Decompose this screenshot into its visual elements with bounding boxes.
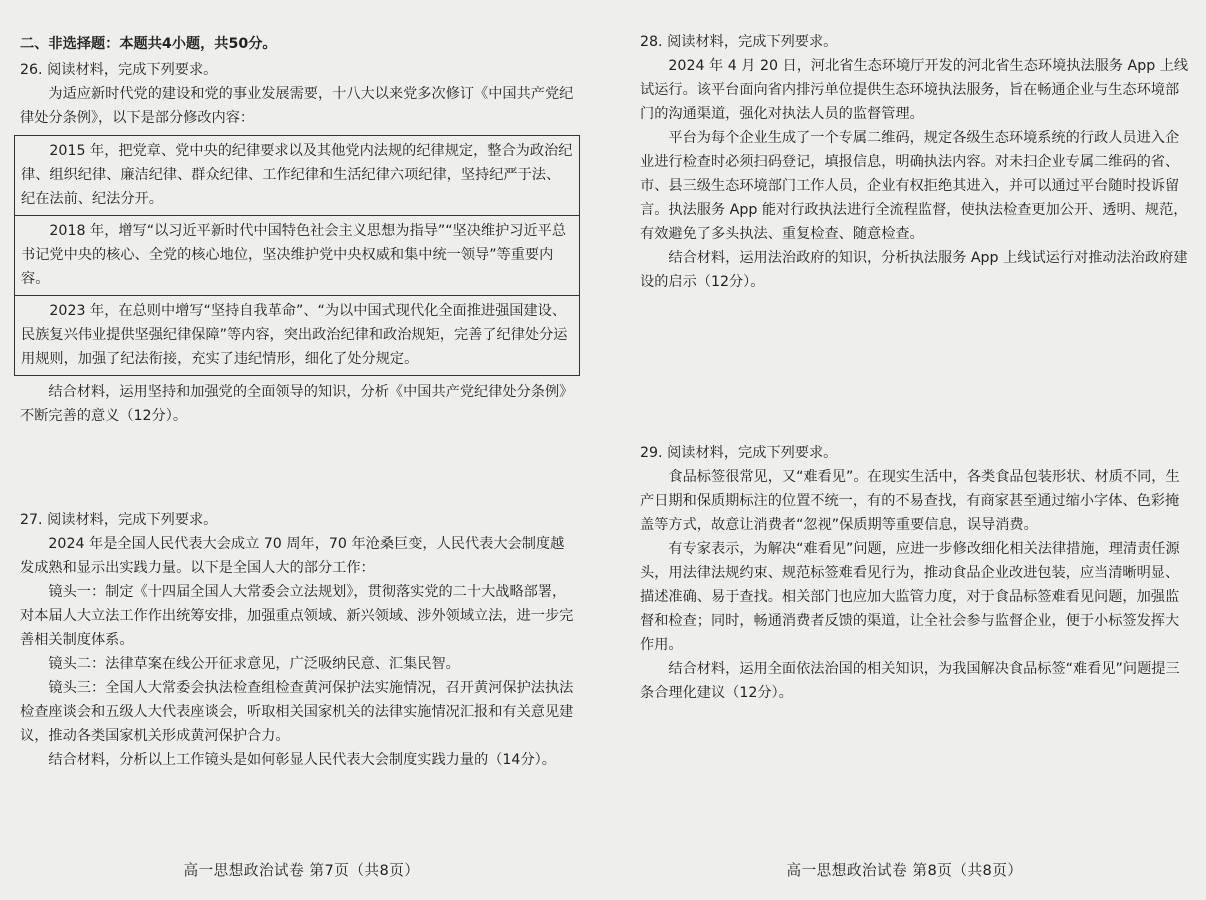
material-paragraph: 有专家表示，为解决“难看见”问题，应进一步修改细化相关法律措施，理清责任源头，用法律法规约束、规范标签难看见行为，推动食品企业改进包装，应当清晰明显、描述准确、易于查找。相关部门也应加大监管力度，对于食品标签难看见问题，加强监督和检查；同时，畅通消费者反馈的渠道，让全社会参与监督企业，便于小标签发挥大作用。 bbox=[640, 541, 1180, 653]
material-item-2015: 2015 年，把党章、党中央的纪律要求以及其他党内法规的纪律规定，整合为政治纪律、组织纪律、廉洁纪律、群众纪律、工作纪律和生活纪律六项纪律，坚持纪严于法、纪在法前、纪法分开。 bbox=[15, 136, 579, 216]
material-paragraph: 食品标签很常见，又“难看见”。在现实生活中，各类食品包装形状、材质不同，生产日期和保质期标注的位置不统一，有的不易查找，有商家甚至通过缩小字体、色彩掩盖等方式，故意让消费者“忽视”保质期等重要信息，误导消费。 bbox=[640, 469, 1180, 533]
question-27 bbox=[20, 508, 576, 772]
question-title: 26. 阅读材料，完成下列要求。 bbox=[20, 62, 218, 78]
material-paragraph: 镜头三：全国人大常委会执法检查组检查黄河保护法实施情况，召开黄河保护法执法检查座谈会和五级人大代表座谈会，听取相关国家机关的法律实施情况汇报和有关意见建议，推动各类国家机关形成黄河保护合力。 bbox=[20, 680, 574, 744]
question-intro: 为适应新时代党的建设和党的事业发展需要，十八大以来党多次修订《中国共产党纪律处分条例》，以下是部分修改内容： bbox=[20, 86, 574, 126]
material-item-2023: 2023 年，在总则中增写“坚持自我革命”、“为以中国式现代化全面推进强国建设、民族复兴伟业提供坚强纪律保障”等内容，突出政治纪律和政治规矩，完善了纪律处分运用规则，加强了纪法衔接，充实了违纪情形，细化了处分规定。 bbox=[21, 303, 568, 367]
material-paragraph: 2024 年是全国人民代表大会成立 70 周年，70 年沧桑巨变，人民代表大会制度越发成熟和显示出实践力量。以下是全国人大的部分工作： bbox=[20, 536, 565, 576]
exam-page-8 bbox=[603, 0, 1206, 900]
page-footer: 高一思想政治试卷 第7页（共8页） bbox=[183, 862, 420, 879]
material-paragraph: 镜头一：制定《十四届全国人大常委会立法规划》，贯彻落实党的二十大战略部署，对本届人大立法工作作出统筹安排，加强重点领域、新兴领域、涉外领域立法，进一步完善相关制度体系。 bbox=[20, 584, 574, 648]
question-prompt: 结合材料，分析以上工作镜头是如何彰显人民代表大会制度实践力量的（14分）。 bbox=[48, 752, 556, 768]
question-title: 29. 阅读材料，完成下列要求。 bbox=[640, 445, 838, 461]
section-heading: 二、非选择题：本题共4小题，共50分。 bbox=[20, 36, 277, 52]
page-footer: 高一思想政治试卷 第8页（共8页） bbox=[786, 862, 1023, 879]
material-box bbox=[14, 135, 580, 376]
question-title: 27. 阅读材料，完成下列要求。 bbox=[20, 512, 218, 528]
question-26 bbox=[20, 58, 576, 428]
material-paragraph: 平台为每个企业生成了一个专属二维码，规定各级生态环境系统的行政人员进入企业进行检查时必须扫码登记，填报信息，明确执法内容。对未扫企业专属二维码的省、市、县三级生态环境部门工作人员，企业有权拒绝其进入，并可以通过平台随时投诉留言。执法服务 App 能对行政执法进行全流程监督，使执法检查更加公开、透明、规范，有效避免了多头执法、重复检查、随意检查。 bbox=[640, 130, 1188, 242]
question-29 bbox=[640, 441, 1193, 705]
question-prompt: 结合材料，运用坚持和加强党的全面领导的知识，分析《中国共产党纪律处分条例》不断完善的意义（12分）。 bbox=[20, 384, 574, 424]
question-prompt: 结合材料，运用全面依法治国的相关知识，为我国解决食品标签“难看见”问题提三条合理化建议（12分）。 bbox=[640, 661, 1180, 701]
material-paragraph: 镜头二：法律草案在线公开征求意见，广泛吸纳民意、汇集民智。 bbox=[48, 656, 460, 672]
question-28 bbox=[640, 30, 1193, 294]
material-paragraph: 2024 年 4 月 20 日，河北省生态环境厅开发的河北省生态环境执法服务 App 上线试运行。该平台面向省内排污单位提供生态环境执法服务，旨在畅通企业与生态环境部门的沟通渠道，强化对执法人员的监督管理。 bbox=[640, 58, 1189, 122]
material-item-2018: 2018 年，增写“以习近平新时代中国特色社会主义思想为指导”“坚决维护习近平总书记党中央的核心、全党的核心地位，坚决维护党中央权威和集中统一领导”等重要内容。 bbox=[15, 216, 579, 296]
question-prompt: 结合材料，运用法治政府的知识，分析执法服务 App 上线试运行对推动法治政府建设的启示（12分）。 bbox=[640, 250, 1188, 290]
question-title: 28. 阅读材料，完成下列要求。 bbox=[640, 34, 838, 50]
